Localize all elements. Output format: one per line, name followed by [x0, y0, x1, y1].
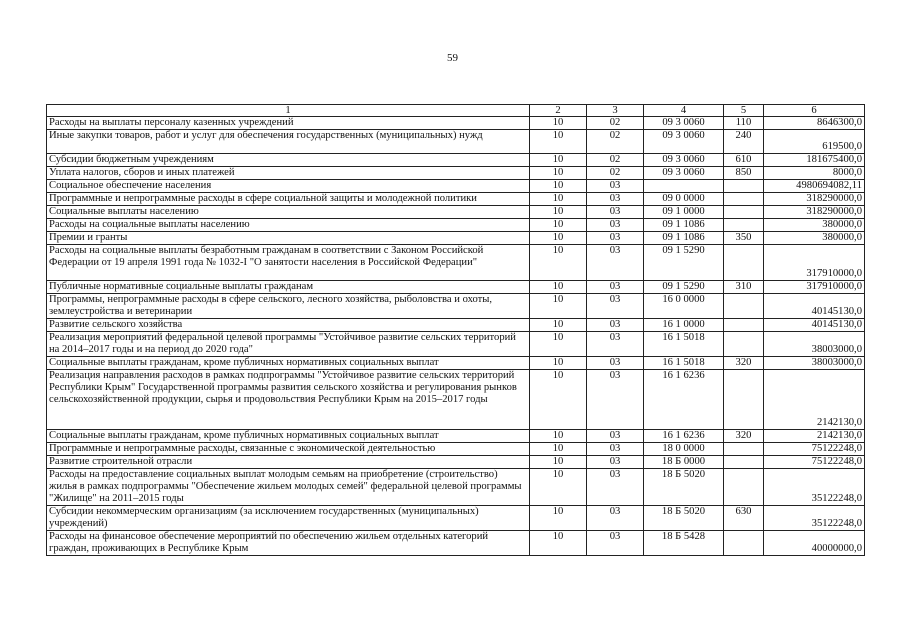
row-amount: 40000000,0: [764, 531, 865, 556]
row-section: 10: [530, 117, 587, 130]
row-amount: 35122248,0: [764, 469, 865, 506]
row-amount: 4980694082,11: [764, 180, 865, 193]
row-section: 10: [530, 469, 587, 506]
row-target-code: 09 3 0060: [644, 167, 724, 180]
row-subsection: 03: [587, 180, 644, 193]
row-target-code: 18 Б 5020: [644, 469, 724, 506]
row-name: Расходы на выплаты персоналу казенных учреждений: [47, 117, 530, 130]
row-name: Развитие строительной отрасли: [47, 456, 530, 469]
table-row: [47, 332, 865, 357]
row-section: 10: [530, 531, 587, 556]
row-expense-type: [724, 443, 764, 456]
row-amount: 38003000,0: [764, 332, 865, 357]
row-name: Расходы на социальные выплаты населению: [47, 219, 530, 232]
row-section: 10: [530, 219, 587, 232]
row-amount: 317910000,0: [764, 245, 865, 281]
row-name: Развитие сельского хозяйства: [47, 319, 530, 332]
row-section: 10: [530, 180, 587, 193]
table-row: [47, 531, 865, 556]
table-header: [47, 105, 865, 117]
table-row: [47, 219, 865, 232]
row-name: Уплата налогов, сборов и иных платежей: [47, 167, 530, 180]
row-target-code: 09 1 5290: [644, 245, 724, 281]
row-target-code: 09 1 1086: [644, 232, 724, 245]
row-target-code: 09 3 0060: [644, 117, 724, 130]
row-name: Расходы на социальные выплаты безработным гражданам в соответствии с Законом Российской Федерации от 19 апреля 1991 года № 1032-I "О занятости населения в Российской Федерации": [47, 245, 530, 281]
table-row: [47, 456, 865, 469]
row-subsection: 03: [587, 443, 644, 456]
row-expense-type: 320: [724, 430, 764, 443]
table-row: [47, 117, 865, 130]
row-amount: 75122248,0: [764, 456, 865, 469]
row-section: 10: [530, 443, 587, 456]
row-amount: 2142130,0: [764, 430, 865, 443]
row-amount: 380000,0: [764, 219, 865, 232]
column-header-6: 6: [764, 105, 865, 117]
row-subsection: 03: [587, 219, 644, 232]
row-subsection: 03: [587, 332, 644, 357]
row-amount: 181675400,0: [764, 154, 865, 167]
row-section: 10: [530, 370, 587, 430]
row-section: 10: [530, 319, 587, 332]
row-name: Реализация мероприятий федеральной целевой программы "Устойчивое развитие сельских территорий на 2014–2017 годы и на период до 2020 года": [47, 332, 530, 357]
table-row: [47, 167, 865, 180]
row-target-code: 09 1 1086: [644, 219, 724, 232]
row-target-code: 18 Б 5428: [644, 531, 724, 556]
row-name: Субсидии бюджетным учреждениям: [47, 154, 530, 167]
column-header-1: 1: [47, 105, 530, 117]
column-header-2: 2: [530, 105, 587, 117]
row-expense-type: [724, 294, 764, 319]
row-target-code: 09 3 0060: [644, 130, 724, 154]
table-row: [47, 193, 865, 206]
row-target-code: [644, 180, 724, 193]
table-row: [47, 443, 865, 456]
row-subsection: 03: [587, 319, 644, 332]
row-target-code: 09 0 0000: [644, 193, 724, 206]
table-row: [47, 357, 865, 370]
row-expense-type: [724, 332, 764, 357]
row-expense-type: [724, 245, 764, 281]
row-name: Субсидии некоммерческим организациям (за исключением государственных (муниципальных) учреждений): [47, 506, 530, 531]
row-subsection: 03: [587, 531, 644, 556]
row-amount: 317910000,0: [764, 281, 865, 294]
row-target-code: 18 0 0000: [644, 443, 724, 456]
row-expense-type: 110: [724, 117, 764, 130]
row-amount: 318290000,0: [764, 193, 865, 206]
table-row: [47, 370, 865, 430]
table-row: [47, 469, 865, 506]
table-row: [47, 245, 865, 281]
row-section: 10: [530, 430, 587, 443]
row-section: 10: [530, 332, 587, 357]
row-section: 10: [530, 193, 587, 206]
row-expense-type: 610: [724, 154, 764, 167]
row-target-code: 18 Б 0000: [644, 456, 724, 469]
row-section: 10: [530, 232, 587, 245]
row-subsection: 03: [587, 456, 644, 469]
row-subsection: 02: [587, 130, 644, 154]
column-header-5: 5: [724, 105, 764, 117]
row-subsection: 02: [587, 167, 644, 180]
row-name: Расходы на финансовое обеспечение мероприятий по обеспечению жильем отдельных категорий граждан, проживающих в Республике Крым: [47, 531, 530, 556]
row-name: Программы, непрограммные расходы в сфере сельского, лесного хозяйства, рыболовства и охоты, землеустройства и ветеринарии: [47, 294, 530, 319]
row-amount: 380000,0: [764, 232, 865, 245]
row-target-code: 16 1 6236: [644, 430, 724, 443]
row-subsection: 02: [587, 154, 644, 167]
row-section: 10: [530, 245, 587, 281]
row-section: 10: [530, 130, 587, 154]
row-expense-type: 850: [724, 167, 764, 180]
row-target-code: 16 1 5018: [644, 332, 724, 357]
row-name: Расходы на предоставление социальных выплат молодым семьям на приобретение (строительство) жилья в рамках подпрограммы "Обеспечение жильем молодых семей" федеральной целевой программы "Жилище" на 2011–2015 годы: [47, 469, 530, 506]
row-subsection: 03: [587, 469, 644, 506]
column-header-4: 4: [644, 105, 724, 117]
row-subsection: 03: [587, 357, 644, 370]
row-expense-type: [724, 180, 764, 193]
row-expense-type: 630: [724, 506, 764, 531]
row-amount: 75122248,0: [764, 443, 865, 456]
table-body: [47, 117, 865, 556]
row-amount: 318290000,0: [764, 206, 865, 219]
row-subsection: 03: [587, 294, 644, 319]
row-name: Социальные выплаты населению: [47, 206, 530, 219]
row-amount: 619500,0: [764, 130, 865, 154]
row-subsection: 03: [587, 232, 644, 245]
row-subsection: 02: [587, 117, 644, 130]
row-target-code: 16 1 0000: [644, 319, 724, 332]
row-name: Премии и гранты: [47, 232, 530, 245]
table-row: [47, 506, 865, 531]
row-name: Социальные выплаты гражданам, кроме публичных нормативных социальных выплат: [47, 430, 530, 443]
table-row: [47, 130, 865, 154]
header-row: [47, 105, 865, 117]
table-row: [47, 206, 865, 219]
row-target-code: 09 1 0000: [644, 206, 724, 219]
row-subsection: 03: [587, 245, 644, 281]
row-expense-type: [724, 206, 764, 219]
row-name: Программные и непрограммные расходы в сфере социальной защиты и молодежной политики: [47, 193, 530, 206]
table-row: [47, 154, 865, 167]
row-section: 10: [530, 281, 587, 294]
row-expense-type: [724, 219, 764, 232]
table-row: [47, 319, 865, 332]
row-amount: 8646300,0: [764, 117, 865, 130]
row-name: Социальные выплаты гражданам, кроме публичных нормативных социальных выплат: [47, 357, 530, 370]
row-name: Публичные нормативные социальные выплаты гражданам: [47, 281, 530, 294]
row-name: Социальное обеспечение населения: [47, 180, 530, 193]
row-expense-type: 320: [724, 357, 764, 370]
row-section: 10: [530, 206, 587, 219]
column-header-3: 3: [587, 105, 644, 117]
page-number: 59: [447, 52, 458, 64]
row-expense-type: [724, 370, 764, 430]
row-name: Программные и непрограммные расходы, связанные с экономической деятельностью: [47, 443, 530, 456]
row-amount: 8000,0: [764, 167, 865, 180]
row-expense-type: [724, 469, 764, 506]
row-name: Иные закупки товаров, работ и услуг для обеспечения государственных (муниципальных) нужд: [47, 130, 530, 154]
row-target-code: 18 Б 5020: [644, 506, 724, 531]
row-expense-type: 310: [724, 281, 764, 294]
row-amount: 40145130,0: [764, 319, 865, 332]
row-target-code: 16 1 6236: [644, 370, 724, 430]
row-expense-type: [724, 193, 764, 206]
row-subsection: 03: [587, 370, 644, 430]
table-row: [47, 281, 865, 294]
budget-table: [46, 104, 865, 556]
row-section: 10: [530, 456, 587, 469]
row-amount: 40145130,0: [764, 294, 865, 319]
row-subsection: 03: [587, 206, 644, 219]
row-amount: 35122248,0: [764, 506, 865, 531]
row-section: 10: [530, 154, 587, 167]
table-row: [47, 180, 865, 193]
table-row: [47, 294, 865, 319]
row-target-code: 16 0 0000: [644, 294, 724, 319]
row-section: 10: [530, 357, 587, 370]
row-section: 10: [530, 167, 587, 180]
row-subsection: 03: [587, 430, 644, 443]
row-expense-type: 350: [724, 232, 764, 245]
row-subsection: 03: [587, 506, 644, 531]
row-expense-type: [724, 531, 764, 556]
row-subsection: 03: [587, 281, 644, 294]
row-target-code: 09 3 0060: [644, 154, 724, 167]
row-target-code: 09 1 5290: [644, 281, 724, 294]
row-expense-type: [724, 456, 764, 469]
row-expense-type: 240: [724, 130, 764, 154]
row-section: 10: [530, 506, 587, 531]
table-row: [47, 430, 865, 443]
row-amount: 38003000,0: [764, 357, 865, 370]
row-name: Реализация направления расходов в рамках подпрограммы "Устойчивое развитие сельских территорий Республики Крым" Государственной программы развития сельского хозяйства и регулирования рынков сельскохозяйственной продукции, сырья и продовольствия Республики Крым на 2015–2017 годы: [47, 370, 530, 430]
row-expense-type: [724, 319, 764, 332]
row-amount: 2142130,0: [764, 370, 865, 430]
row-subsection: 03: [587, 193, 644, 206]
table-row: [47, 232, 865, 245]
row-target-code: 16 1 5018: [644, 357, 724, 370]
row-section: 10: [530, 294, 587, 319]
